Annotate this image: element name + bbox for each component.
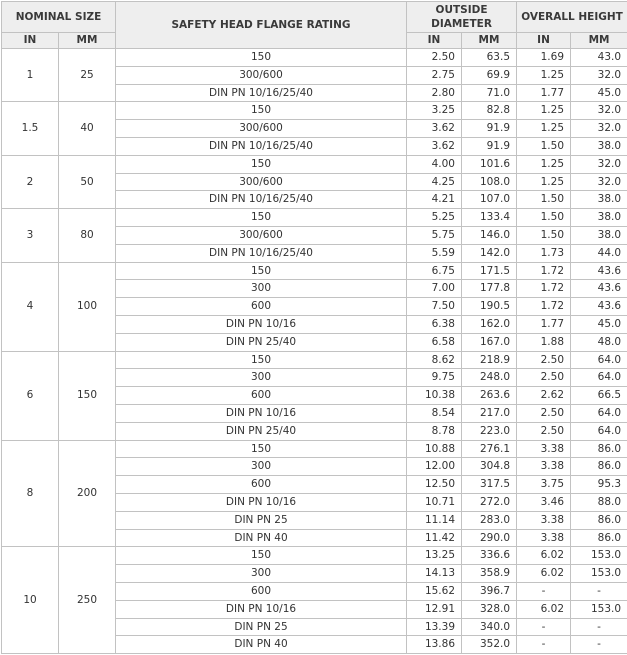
overall-height-mm-cell: 38.0 bbox=[571, 209, 627, 227]
overall-height-mm-cell: 64.0 bbox=[571, 404, 627, 422]
flange-rating-cell: 150 bbox=[116, 547, 407, 565]
outside-diameter-mm-cell: 263.6 bbox=[462, 387, 517, 405]
outside-diameter-mm-cell: 217.0 bbox=[462, 404, 517, 422]
table-row bbox=[2, 102, 627, 120]
header-oh-in: IN bbox=[517, 33, 571, 49]
flange-rating-cell: DIN PN 10/16/25/40 bbox=[116, 137, 407, 155]
header-od-in: IN bbox=[407, 33, 462, 49]
flange-rating-cell: 150 bbox=[116, 351, 407, 369]
overall-height-in-cell: 2.50 bbox=[517, 422, 571, 440]
outside-diameter-mm-cell: 101.6 bbox=[462, 155, 517, 173]
table-row bbox=[2, 547, 627, 565]
outside-diameter-mm-cell: 396.7 bbox=[462, 582, 517, 600]
outside-diameter-mm-cell: 91.9 bbox=[462, 120, 517, 138]
outside-diameter-in-cell: 6.38 bbox=[407, 315, 462, 333]
table-row bbox=[2, 262, 627, 280]
outside-diameter-in-cell: 4.21 bbox=[407, 191, 462, 209]
nominal-size-mm-cell: 50 bbox=[59, 155, 116, 208]
overall-height-mm-cell: 38.0 bbox=[571, 226, 627, 244]
outside-diameter-in-cell: 12.00 bbox=[407, 458, 462, 476]
nominal-size-in-cell: 8 bbox=[2, 440, 59, 547]
overall-height-in-cell: 1.25 bbox=[517, 155, 571, 173]
overall-height-in-cell: 1.25 bbox=[517, 66, 571, 84]
outside-diameter-mm-cell: 352.0 bbox=[462, 636, 517, 654]
table-header bbox=[2, 2, 627, 49]
outside-diameter-in-cell: 7.00 bbox=[407, 280, 462, 298]
overall-height-mm-cell: - bbox=[571, 636, 627, 654]
flange-rating-cell: 600 bbox=[116, 387, 407, 405]
flange-rating-cell: 300/600 bbox=[116, 120, 407, 138]
outside-diameter-mm-cell: 162.0 bbox=[462, 315, 517, 333]
flange-rating-cell: DIN PN 25/40 bbox=[116, 422, 407, 440]
overall-height-mm-cell: 32.0 bbox=[571, 155, 627, 173]
overall-height-in-cell: 1.69 bbox=[517, 49, 571, 67]
overall-height-in-cell: 3.75 bbox=[517, 476, 571, 494]
outside-diameter-mm-cell: 328.0 bbox=[462, 600, 517, 618]
overall-height-in-cell: 1.77 bbox=[517, 84, 571, 102]
overall-height-mm-cell: 32.0 bbox=[571, 102, 627, 120]
header-nominal-in: IN bbox=[2, 33, 59, 49]
flange-rating-cell: DIN PN 10/16/25/40 bbox=[116, 244, 407, 262]
outside-diameter-in-cell: 5.25 bbox=[407, 209, 462, 227]
flange-dimensions-table bbox=[1, 1, 627, 654]
overall-height-in-cell: - bbox=[517, 636, 571, 654]
header-nominal-mm: MM bbox=[59, 33, 116, 49]
flange-rating-cell: DIN PN 40 bbox=[116, 529, 407, 547]
outside-diameter-in-cell: 3.25 bbox=[407, 102, 462, 120]
overall-height-in-cell: 3.38 bbox=[517, 458, 571, 476]
outside-diameter-in-cell: 11.14 bbox=[407, 511, 462, 529]
overall-height-in-cell: 6.02 bbox=[517, 565, 571, 583]
header-overall-height: OVERALL HEIGHT bbox=[517, 2, 627, 33]
outside-diameter-in-cell: 2.75 bbox=[407, 66, 462, 84]
overall-height-in-cell: 1.50 bbox=[517, 191, 571, 209]
outside-diameter-mm-cell: 133.4 bbox=[462, 209, 517, 227]
flange-rating-cell: DIN PN 10/16 bbox=[116, 493, 407, 511]
table-row bbox=[2, 49, 627, 67]
overall-height-in-cell: 1.73 bbox=[517, 244, 571, 262]
outside-diameter-in-cell: 6.58 bbox=[407, 333, 462, 351]
overall-height-mm-cell: 43.6 bbox=[571, 280, 627, 298]
outside-diameter-in-cell: 5.75 bbox=[407, 226, 462, 244]
overall-height-in-cell: 3.38 bbox=[517, 511, 571, 529]
overall-height-mm-cell: - bbox=[571, 582, 627, 600]
flange-rating-cell: 300 bbox=[116, 565, 407, 583]
overall-height-mm-cell: 64.0 bbox=[571, 369, 627, 387]
outside-diameter-mm-cell: 283.0 bbox=[462, 511, 517, 529]
nominal-size-mm-cell: 80 bbox=[59, 209, 116, 262]
overall-height-mm-cell: 38.0 bbox=[571, 191, 627, 209]
outside-diameter-mm-cell: 276.1 bbox=[462, 440, 517, 458]
overall-height-in-cell: 2.62 bbox=[517, 387, 571, 405]
outside-diameter-in-cell: 9.75 bbox=[407, 369, 462, 387]
outside-diameter-mm-cell: 340.0 bbox=[462, 618, 517, 636]
outside-diameter-in-cell: 2.80 bbox=[407, 84, 462, 102]
flange-rating-cell: 300/600 bbox=[116, 173, 407, 191]
outside-diameter-in-cell: 10.38 bbox=[407, 387, 462, 405]
outside-diameter-mm-cell: 63.5 bbox=[462, 49, 517, 67]
outside-diameter-in-cell: 3.62 bbox=[407, 120, 462, 138]
outside-diameter-in-cell: 10.88 bbox=[407, 440, 462, 458]
overall-height-mm-cell: 64.0 bbox=[571, 422, 627, 440]
overall-height-mm-cell: 32.0 bbox=[571, 173, 627, 191]
outside-diameter-in-cell: 8.78 bbox=[407, 422, 462, 440]
outside-diameter-mm-cell: 91.9 bbox=[462, 137, 517, 155]
overall-height-mm-cell: 44.0 bbox=[571, 244, 627, 262]
outside-diameter-in-cell: 4.00 bbox=[407, 155, 462, 173]
flange-rating-cell: DIN PN 25/40 bbox=[116, 333, 407, 351]
overall-height-in-cell: 2.50 bbox=[517, 369, 571, 387]
overall-height-mm-cell: 45.0 bbox=[571, 315, 627, 333]
nominal-size-in-cell: 4 bbox=[2, 262, 59, 351]
overall-height-mm-cell: 48.0 bbox=[571, 333, 627, 351]
table-row bbox=[2, 440, 627, 458]
overall-height-mm-cell: - bbox=[571, 618, 627, 636]
overall-height-mm-cell: 66.5 bbox=[571, 387, 627, 405]
nominal-size-mm-cell: 100 bbox=[59, 262, 116, 351]
flange-rating-cell: 150 bbox=[116, 209, 407, 227]
outside-diameter-in-cell: 12.91 bbox=[407, 600, 462, 618]
overall-height-in-cell: 1.50 bbox=[517, 226, 571, 244]
overall-height-in-cell: 1.72 bbox=[517, 280, 571, 298]
outside-diameter-in-cell: 8.62 bbox=[407, 351, 462, 369]
overall-height-in-cell: 1.77 bbox=[517, 315, 571, 333]
overall-height-in-cell: 1.88 bbox=[517, 333, 571, 351]
outside-diameter-mm-cell: 336.6 bbox=[462, 547, 517, 565]
outside-diameter-in-cell: 14.13 bbox=[407, 565, 462, 583]
header-row-main bbox=[2, 2, 627, 33]
overall-height-mm-cell: 95.3 bbox=[571, 476, 627, 494]
nominal-size-mm-cell: 25 bbox=[59, 49, 116, 102]
outside-diameter-in-cell: 13.39 bbox=[407, 618, 462, 636]
header-oh-mm: MM bbox=[571, 33, 627, 49]
outside-diameter-mm-cell: 304.8 bbox=[462, 458, 517, 476]
outside-diameter-in-cell: 12.50 bbox=[407, 476, 462, 494]
outside-diameter-in-cell: 8.54 bbox=[407, 404, 462, 422]
header-outside-diameter: OUTSIDE DIAMETER bbox=[407, 2, 517, 33]
overall-height-in-cell: 1.25 bbox=[517, 102, 571, 120]
outside-diameter-in-cell: 11.42 bbox=[407, 529, 462, 547]
overall-height-in-cell: 6.02 bbox=[517, 547, 571, 565]
overall-height-in-cell: 1.72 bbox=[517, 262, 571, 280]
outside-diameter-mm-cell: 171.5 bbox=[462, 262, 517, 280]
table-row bbox=[2, 209, 627, 227]
overall-height-mm-cell: 86.0 bbox=[571, 440, 627, 458]
flange-rating-cell: DIN PN 40 bbox=[116, 636, 407, 654]
header-od-mm: MM bbox=[462, 33, 517, 49]
overall-height-mm-cell: 153.0 bbox=[571, 547, 627, 565]
nominal-size-in-cell: 3 bbox=[2, 209, 59, 262]
outside-diameter-mm-cell: 223.0 bbox=[462, 422, 517, 440]
outside-diameter-mm-cell: 177.8 bbox=[462, 280, 517, 298]
nominal-size-mm-cell: 250 bbox=[59, 547, 116, 654]
outside-diameter-mm-cell: 167.0 bbox=[462, 333, 517, 351]
table-body bbox=[2, 49, 627, 654]
nominal-size-mm-cell: 200 bbox=[59, 440, 116, 547]
outside-diameter-in-cell: 3.62 bbox=[407, 137, 462, 155]
nominal-size-in-cell: 10 bbox=[2, 547, 59, 654]
overall-height-in-cell: 2.50 bbox=[517, 351, 571, 369]
overall-height-in-cell: 1.72 bbox=[517, 298, 571, 316]
overall-height-in-cell: 1.25 bbox=[517, 120, 571, 138]
flange-rating-cell: 300/600 bbox=[116, 66, 407, 84]
outside-diameter-mm-cell: 248.0 bbox=[462, 369, 517, 387]
header-nominal-size: NOMINAL SIZE bbox=[2, 2, 116, 33]
nominal-size-mm-cell: 40 bbox=[59, 102, 116, 155]
overall-height-mm-cell: 45.0 bbox=[571, 84, 627, 102]
overall-height-in-cell: 2.50 bbox=[517, 404, 571, 422]
table-row bbox=[2, 155, 627, 173]
overall-height-in-cell: 3.38 bbox=[517, 440, 571, 458]
overall-height-mm-cell: 86.0 bbox=[571, 511, 627, 529]
flange-rating-cell: DIN PN 25 bbox=[116, 511, 407, 529]
overall-height-in-cell: 1.25 bbox=[517, 173, 571, 191]
overall-height-mm-cell: 86.0 bbox=[571, 529, 627, 547]
flange-rating-cell: 300 bbox=[116, 369, 407, 387]
flange-rating-cell: DIN PN 10/16/25/40 bbox=[116, 84, 407, 102]
overall-height-mm-cell: 64.0 bbox=[571, 351, 627, 369]
outside-diameter-mm-cell: 290.0 bbox=[462, 529, 517, 547]
flange-rating-cell: DIN PN 10/16/25/40 bbox=[116, 191, 407, 209]
flange-rating-cell: 600 bbox=[116, 298, 407, 316]
outside-diameter-mm-cell: 272.0 bbox=[462, 493, 517, 511]
table-row bbox=[2, 351, 627, 369]
flange-rating-cell: 150 bbox=[116, 102, 407, 120]
outside-diameter-in-cell: 2.50 bbox=[407, 49, 462, 67]
outside-diameter-mm-cell: 358.9 bbox=[462, 565, 517, 583]
outside-diameter-mm-cell: 146.0 bbox=[462, 226, 517, 244]
overall-height-mm-cell: 153.0 bbox=[571, 600, 627, 618]
outside-diameter-mm-cell: 71.0 bbox=[462, 84, 517, 102]
header-flange-rating: SAFETY HEAD FLANGE RATING bbox=[116, 2, 407, 49]
overall-height-mm-cell: 32.0 bbox=[571, 66, 627, 84]
outside-diameter-in-cell: 10.71 bbox=[407, 493, 462, 511]
nominal-size-mm-cell: 150 bbox=[59, 351, 116, 440]
overall-height-mm-cell: 88.0 bbox=[571, 493, 627, 511]
outside-diameter-mm-cell: 69.9 bbox=[462, 66, 517, 84]
flange-rating-cell: DIN PN 10/16 bbox=[116, 600, 407, 618]
overall-height-in-cell: 1.50 bbox=[517, 209, 571, 227]
flange-rating-cell: 150 bbox=[116, 262, 407, 280]
outside-diameter-mm-cell: 317.5 bbox=[462, 476, 517, 494]
flange-rating-cell: 600 bbox=[116, 582, 407, 600]
outside-diameter-in-cell: 15.62 bbox=[407, 582, 462, 600]
outside-diameter-in-cell: 13.86 bbox=[407, 636, 462, 654]
overall-height-mm-cell: 86.0 bbox=[571, 458, 627, 476]
nominal-size-in-cell: 2 bbox=[2, 155, 59, 208]
flange-rating-cell: DIN PN 10/16 bbox=[116, 404, 407, 422]
nominal-size-in-cell: 1.5 bbox=[2, 102, 59, 155]
flange-rating-cell: 300 bbox=[116, 458, 407, 476]
outside-diameter-in-cell: 6.75 bbox=[407, 262, 462, 280]
outside-diameter-mm-cell: 190.5 bbox=[462, 298, 517, 316]
outside-diameter-mm-cell: 108.0 bbox=[462, 173, 517, 191]
outside-diameter-mm-cell: 218.9 bbox=[462, 351, 517, 369]
outside-diameter-in-cell: 5.59 bbox=[407, 244, 462, 262]
overall-height-mm-cell: 43.0 bbox=[571, 49, 627, 67]
outside-diameter-in-cell: 13.25 bbox=[407, 547, 462, 565]
outside-diameter-mm-cell: 107.0 bbox=[462, 191, 517, 209]
flange-rating-cell: 150 bbox=[116, 49, 407, 67]
flange-rating-cell: 300 bbox=[116, 280, 407, 298]
flange-rating-cell: 300/600 bbox=[116, 226, 407, 244]
flange-rating-cell: DIN PN 25 bbox=[116, 618, 407, 636]
overall-height-in-cell: 6.02 bbox=[517, 600, 571, 618]
overall-height-in-cell: - bbox=[517, 618, 571, 636]
flange-rating-cell: 150 bbox=[116, 440, 407, 458]
overall-height-in-cell: 1.50 bbox=[517, 137, 571, 155]
overall-height-in-cell: 3.38 bbox=[517, 529, 571, 547]
outside-diameter-mm-cell: 82.8 bbox=[462, 102, 517, 120]
outside-diameter-in-cell: 4.25 bbox=[407, 173, 462, 191]
overall-height-mm-cell: 43.6 bbox=[571, 262, 627, 280]
flange-rating-cell: DIN PN 10/16 bbox=[116, 315, 407, 333]
outside-diameter-in-cell: 7.50 bbox=[407, 298, 462, 316]
overall-height-mm-cell: 38.0 bbox=[571, 137, 627, 155]
flange-rating-cell: 600 bbox=[116, 476, 407, 494]
overall-height-mm-cell: 32.0 bbox=[571, 120, 627, 138]
flange-rating-cell: 150 bbox=[116, 155, 407, 173]
outside-diameter-mm-cell: 142.0 bbox=[462, 244, 517, 262]
overall-height-in-cell: 3.46 bbox=[517, 493, 571, 511]
overall-height-in-cell: - bbox=[517, 582, 571, 600]
nominal-size-in-cell: 6 bbox=[2, 351, 59, 440]
nominal-size-in-cell: 1 bbox=[2, 49, 59, 102]
overall-height-mm-cell: 153.0 bbox=[571, 565, 627, 583]
overall-height-mm-cell: 43.6 bbox=[571, 298, 627, 316]
